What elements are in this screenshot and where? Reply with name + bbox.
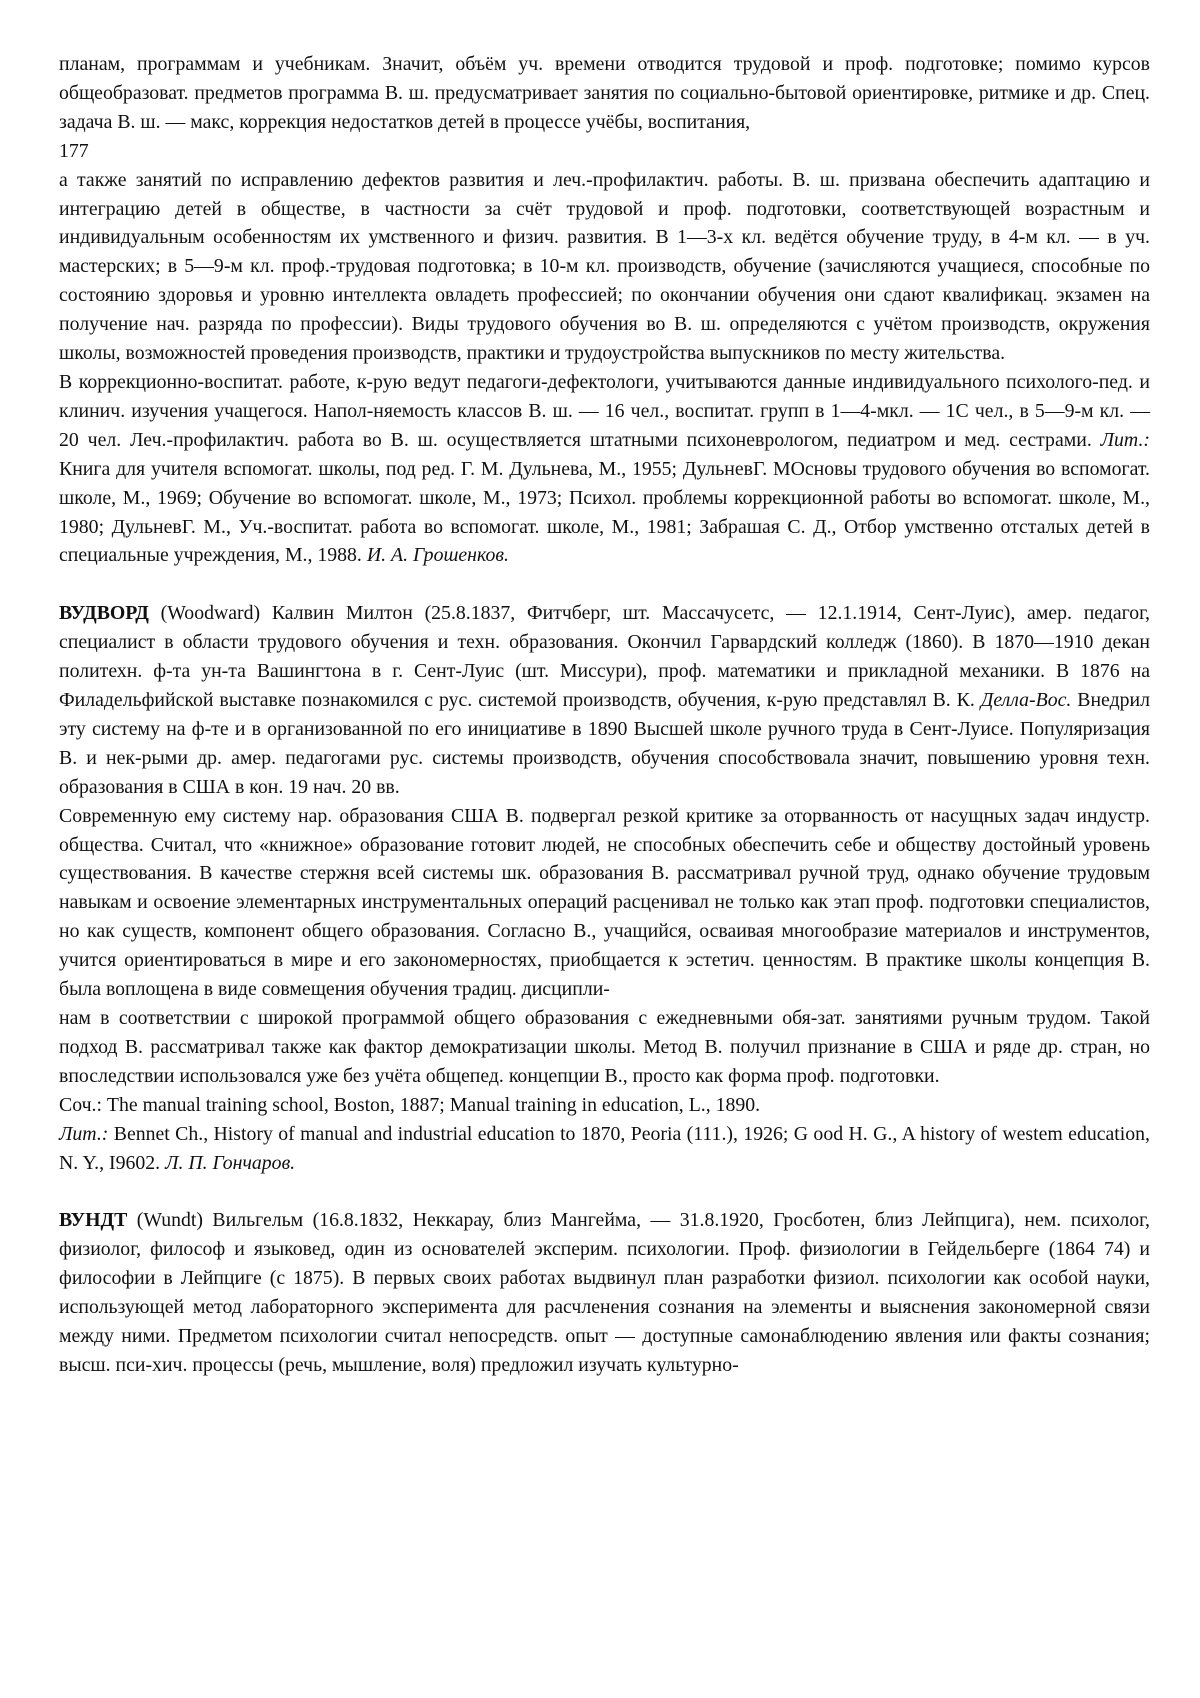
text-paragraph	[59, 137, 1150, 166]
text-run: В коррекционно-воспитат. работе, к-рую ведут педагоги-дефектологи, учитываются данные индивидуального психолого-пед. и клинич. изучения учащегося. Напол-няемость классов В. ш. — 16 чел., воспитат. групп в 1—4-мкл. — 1С чел., в 5—9-м кл. — 20 чел. Леч.-профилактич. работа во В. ш. осуществляется штатными психоневрологом, педиатром и мед. сестрами.	[59, 370, 1150, 451]
text-paragraph	[59, 368, 1150, 570]
text-paragraph	[59, 1004, 1150, 1091]
text-paragraph	[59, 1120, 1150, 1178]
text-run: Bennet Ch., History of manual and industrial education to 1870, Peoria (111.), 1926; G ood H. G., A history of westem education, N. Y., I9602.	[59, 1122, 1150, 1174]
italic-text: Л. П. Гончаров.	[165, 1151, 296, 1174]
article-separator	[59, 1177, 1150, 1206]
italic-text: Лит.:	[1100, 428, 1150, 451]
text-run: нам в соответствии с широкой программой общего образования с ежедневными обя-зат. занятиями ручным трудом. Такой подход В. рассматривал также как фактор демократизации школы. Метод В. получил признание в США и ряде др. стран, но впоследствии использовался уже без учёта общепед. концепции В., просто как форма проф. подготовки.	[59, 1007, 1150, 1087]
text-run: Соч.: The manual training school, Boston, 1887; Manual training in education, L., 1890.	[59, 1093, 761, 1116]
text-paragraph	[59, 599, 1150, 801]
text-run: (Woodward) Калвин Милтон (25.8.1837, Фитчберг, шт. Массачусетс, — 12.1.1914, Сент-Луис), амер. педагог, специалист в области трудового обучения и техн. образования. Окончил Гарвардский колледж (1860). В 1870—1910 декан политехн. ф-та ун-та Вашингтона в г. Сент-Луис (шт. Миссури), проф. математики и прикладной механики. В 1876 на Филадельфийской выставке познакомился с рус. системой производств, обучения, к-рую представлял В. К.	[59, 602, 1150, 712]
text-paragraph	[59, 802, 1150, 1004]
text-run: Современную ему систему нар. образования США В. подвергал резкой критике за оторванность от насущных задач индустр. общества. Считал, что «книжное» образование готовит людей, не способных обеспечить себе и обществу достойный уровень существования. В качестве стержня всей системы шк. образования В. рассматривал ручной труд, однако обучение трудовым навыкам и освоение элементарных инструментальных операций расценивал не только как этап проф. подготовки специалистов, но как существ, компонент общего образования. Согласно В., учащийся, осваивая многообразие материалов и инструментов, учится ориентироваться в мире и его закономерностях, приобщается к эстетич. ценностям. В практике школы концепция В. была воплощена в виде совмещения обучения традиц. дисципли-	[59, 804, 1150, 1001]
text-run: 177	[59, 139, 89, 162]
text-paragraph	[59, 166, 1150, 368]
text-run: Внедрил эту систему на ф-те и в организованной по его инициативе в 1890 Высшей школе ручного труда в Сент-Луисе. Популяризация В. и нек-рыми др. амер. педагогами рус. системы производств, обучения способствовала значит, повышению уровня техн. образования в США в кон. 19 нач. 20 вв.	[59, 689, 1150, 798]
italic-text: Лит.:	[59, 1122, 109, 1145]
text-run: а также занятий по исправлению дефектов развития и леч.-профилактич. работы. В. ш. призвана обеспечить адаптацию и интеграцию детей в обществе, в частности за счёт трудовой и проф. подготовки, соответствующей возрастным и индивидуальным особенностям их умственного и физич. развития. В 1—3-х кл. ведётся обучение труду, в 4-м кл. — в уч. мастерских; в 5—9-м кл. проф.-трудовая подготовка; в 10-м кл. производств, обучение (зачисляются учащиеся, способные по состоянию здоровья и уровню интеллекта овладеть профессией; по окончании обучения они сдают квалификац. экзамен на получение нач. разряда по профессии). Виды трудового обучения во В. ш. определяются с учётом производств, окружения школы, возможностей проведения производств, практики и трудоустройства выпускников по месту жительства.	[59, 168, 1150, 365]
text-run: Книга для учителя вспомогат. школы, под ред. Г. М. Дульнева, М., 1955; ДульневГ. МОсновы трудового обучения во вспомогат. школе, М., 1969; Обучение во вспомогат. школе, М., 1973; Психол. проблемы коррекционной работы во вспомогат. школе, М., 1980; ДульневГ. М., Уч.-воспитат. работа во вспомогат. школе, М., 1981; Забрашая С. Д., Отбор умственно отсталых детей в специальные учреждения, М., 1988.	[59, 457, 1150, 567]
text-run: (Wundt) Вильгельм (16.8.1832, Неккарау, близ Мангейма, — 31.8.1920, Гросботен, близ Лейпцига), нем. психолог, физиолог, философ и языковед, один из основателей эксперим. психологии. Проф. физиологии в Гейдельберге (1864 74) и философии в Лейпциге (с 1875). В первых своих работах выдвинул план разработки физиол. психологии как особой науки, использующей метод лабораторного эксперимента для расчленения сознания на элементы и выяснения закономерной связи между ними. Предметом психологии считал непосредств. опыт — доступные самонаблюдению явления или факты сознания; высш. пси-хич. процессы (речь, мышление, воля) предложил изучать культурно-	[59, 1209, 1150, 1376]
italic-text: Делла-Вос.	[980, 689, 1072, 712]
entry-headword: ВУДВОРД	[59, 602, 149, 625]
text-run: планам, программам и учебникам. Значит, объём уч. времени отводится трудовой и проф. подготовке; помимо курсов общеобразоват. предметов программа В. ш. предусматривает занятия по социально-бытовой ориентировке, ритмике и др. Спец. задача В. ш. — макс, коррекция недостатков детей в процессе учёбы, воспитания,	[59, 53, 1150, 133]
entry-headword: ВУНДТ	[59, 1209, 128, 1232]
italic-text: И. А. Грошенков.	[366, 544, 509, 567]
text-paragraph	[59, 50, 1150, 137]
text-paragraph	[59, 1206, 1150, 1379]
article-separator	[59, 570, 1150, 599]
text-paragraph	[59, 1091, 1150, 1120]
